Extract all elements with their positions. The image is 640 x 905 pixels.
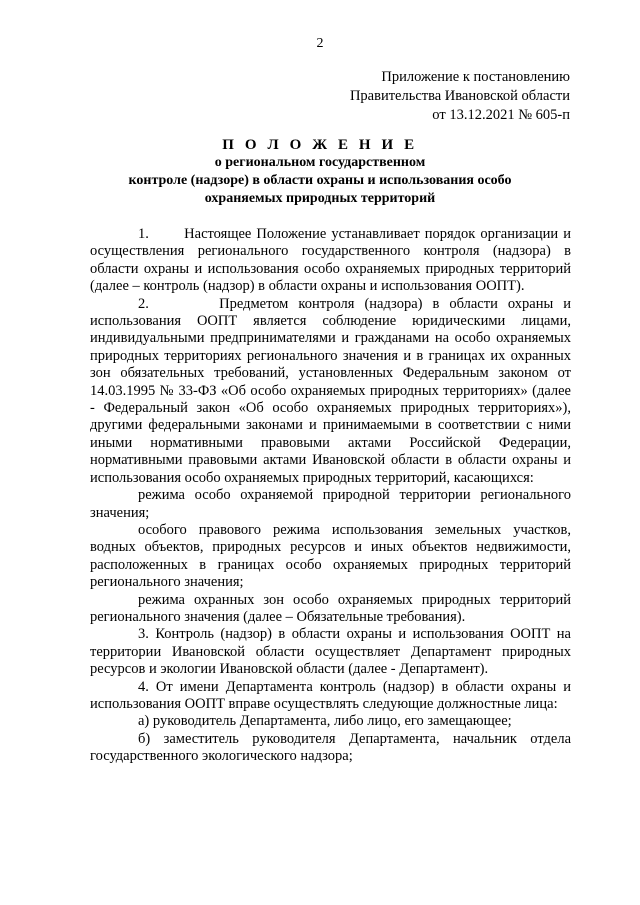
appendix-line-1: Приложение к постановлению xyxy=(381,69,570,85)
title-heading: П О Л О Ж Е Н И Е xyxy=(222,137,418,153)
document-title xyxy=(0,136,640,208)
document-body xyxy=(90,226,571,766)
appendix-line-3: от 13.12.2021 № 605-п xyxy=(432,107,570,123)
appendix-line-2: Правительства Ивановской области xyxy=(349,88,570,104)
paragraph-4: 4. От имени Департамента контроль (надзор) в области охраны и использования ООПТ вправе осуществлять следующие должностные лица: xyxy=(90,678,571,712)
paragraph-2: 2. Предметом контроля (надзора) в области охраны и использования ООПТ является соблюдение юридическими лицами, индивидуальными предпринимателями и гражданами на особо охраняемых природных территориях регионального значения и в границах их охранных зон обязательных требований, установленных Федеральным законом от 14.03.1995 № 33-ФЗ «Об особо охраняемых природных территориях» (далее - Федеральный закон «Об особо охраняемых природных территориях»), другими федеральными законами и принимаемыми в соответствии с ними иными нормативными правовыми актами Российской Федерации, нормативными правовыми актами Ивановской области в области охраны и использования особо охраняемых природных территорий, касающихся: xyxy=(90,295,571,486)
paragraph-2-item-1: режима особо охраняемой природной территории регионального значения; xyxy=(90,487,571,521)
paragraph-3: 3. Контроль (надзор) в области охраны и использования ООПТ на территории Ивановской области осуществляет Департамент природных ресурсов и экологии Ивановской области (далее - Департамент). xyxy=(90,626,571,678)
paragraph-2-item-3: режима охранных зон особо охраняемых природных территорий регионального значения (далее – Обязательные требования). xyxy=(90,591,571,625)
title-line-1: о региональном государственном xyxy=(214,155,426,170)
paragraph-4-item-a: а) руководитель Департамента, либо лицо, его замещающее; xyxy=(138,713,512,730)
title-line-2: контроле (надзоре) в области охраны и использования особо xyxy=(128,173,512,188)
appendix-header xyxy=(350,68,570,125)
title-line-3: охраняемых природных территорий xyxy=(204,191,436,206)
paragraph-1: 1. Настоящее Положение устанавливает порядок организации и осуществления регионального государственного контроля (надзора) в области охраны и использования особо охраняемых природных территорий (далее – контроль (надзор) в области охраны и использования ООПТ). xyxy=(90,226,571,295)
paragraph-2-item-2: особого правового режима использования земельных участков, водных объектов, природных ресурсов и иных объектов недвижимости, расположенных в границах особо охраняемых природных территорий регионального значения; xyxy=(90,521,571,591)
paragraph-4-item-b: б) заместитель руководителя Департамента, начальник отдела государственного экологического надзора; xyxy=(90,730,571,765)
page-number: 2 xyxy=(316,36,324,51)
